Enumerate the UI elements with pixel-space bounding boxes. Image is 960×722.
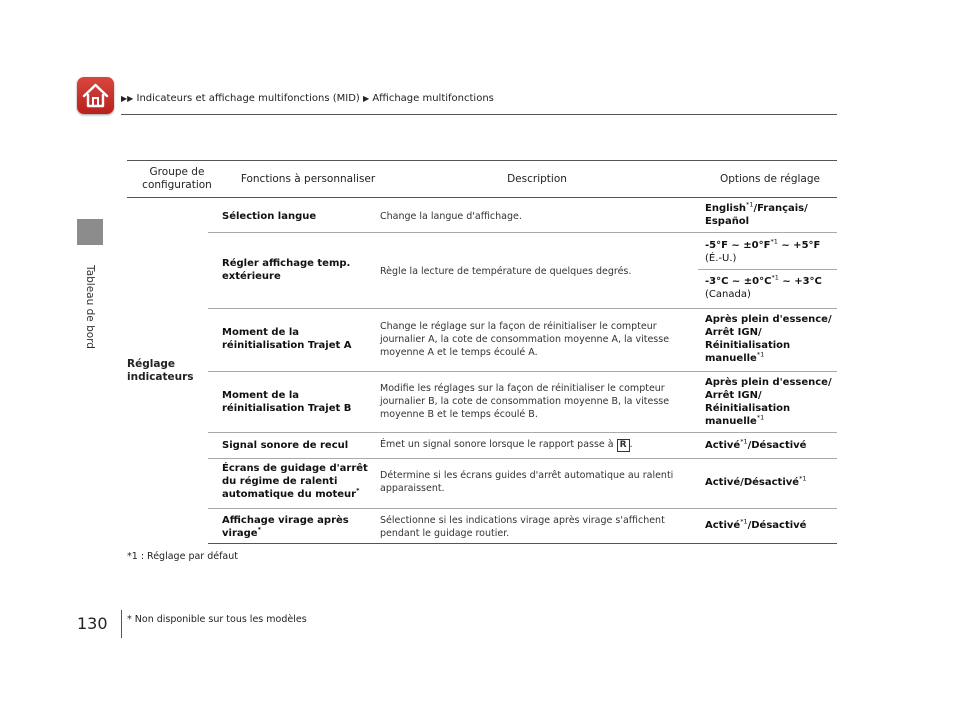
function-name: Sélection langue xyxy=(222,211,317,222)
function-description: Modifie les réglages sur la façon de réinitialiser le compteur journalier B, la cote de consommation moyenne B, la vitesse moyenne B et le temps écoulé B. xyxy=(380,383,670,420)
option-values-canada: -3°C ~ $\pm 0^\circ C^{*1}$ ~ +3°C (Canada) xyxy=(705,273,822,300)
table-row xyxy=(208,197,837,233)
section-tab[interactable] xyxy=(77,219,103,245)
header-description: Description xyxy=(507,172,567,185)
home-button[interactable] xyxy=(77,77,114,114)
option-values: Après plein d'essence/ Arrêt IGN/ Réinitialisation manuelle$^{*1}$ xyxy=(705,377,832,427)
header-functions: Fonctions à personnaliser xyxy=(240,172,376,185)
function-description: Règle la lecture de température de quelques degrés. xyxy=(380,266,632,277)
table-row xyxy=(208,371,837,433)
function-name: Écrans de guidage d'arrêt du régime de ralenti automatique du moteur* xyxy=(222,463,368,500)
table-row xyxy=(208,508,837,544)
function-name: Signal sonore de recul xyxy=(222,440,349,451)
footnote-default-setting: *1 : Réglage par défaut xyxy=(127,551,239,562)
header-group: Groupe de configuration xyxy=(142,166,212,191)
function-name: Affichage virage après virage* xyxy=(222,515,349,539)
option-values: Après plein d'essence/ Arrêt IGN/ Réinitialisation manuelle$^{*1}$ xyxy=(705,314,832,364)
header-options: Options de réglage xyxy=(719,172,820,185)
function-description: Change la langue d'affichage. xyxy=(380,211,522,222)
header-divider xyxy=(121,114,837,115)
table-row xyxy=(208,458,837,509)
breadcrumb xyxy=(121,93,494,104)
breadcrumb-arrow-icon: ▶ xyxy=(362,94,370,103)
function-description: Change le réglage sur la façon de réinitialiser le compteur journalier A, la cote de consommation moyenne A, la vitesse moyenne A et le temps écoulé A. xyxy=(380,321,670,358)
page-number: 130 xyxy=(77,614,108,633)
group-label: Réglage indicateurs xyxy=(127,358,194,383)
reverse-gear-icon: R xyxy=(617,439,630,452)
option-divider xyxy=(698,269,837,270)
table-row xyxy=(208,432,837,459)
table-row xyxy=(208,308,837,372)
option-values: Activé$^{*1}$/Désactivé xyxy=(705,437,807,451)
home-icon xyxy=(81,81,110,110)
function-description: Détermine si les écrans guides d'arrêt automatique au ralenti apparaissent. xyxy=(380,470,674,494)
function-name: Régler affichage temp. extérieure xyxy=(222,258,351,282)
breadcrumb-link-indicators[interactable]: Indicateurs et affichage multifonctions (MID) xyxy=(136,93,360,104)
table-header xyxy=(127,160,837,198)
breadcrumb-arrow-icon: ▶▶ xyxy=(121,94,134,103)
function-description: Sélectionne si les indications virage après virage s'affichent pendant le guidage routier. xyxy=(380,515,665,539)
table-row xyxy=(208,232,837,309)
footer-divider xyxy=(121,610,122,638)
option-values: Activé$^{*1}$/Désactivé xyxy=(705,517,807,531)
settings-table xyxy=(127,160,837,198)
option-values-us: -5°F ~ $\pm 0^\circ F^{*1}$ ~ +5°F (É.-U.) xyxy=(705,237,821,264)
breadcrumb-current: Affichage multifonctions xyxy=(372,93,494,104)
option-values: Activé/Désactivé$^{*1}$ xyxy=(705,474,807,488)
function-description: Émet un signal sonore lorsque le rapport passe à R . xyxy=(380,439,633,450)
section-side-label: Tableau de bord xyxy=(84,265,96,349)
function-name: Moment de la réinitialisation Trajet A xyxy=(222,327,352,351)
function-name: Moment de la réinitialisation Trajet B xyxy=(222,390,352,414)
option-values: English$^{*1}$/Français/ Español xyxy=(705,200,808,227)
footnote-models: * Non disponible sur tous les modèles xyxy=(127,614,307,625)
